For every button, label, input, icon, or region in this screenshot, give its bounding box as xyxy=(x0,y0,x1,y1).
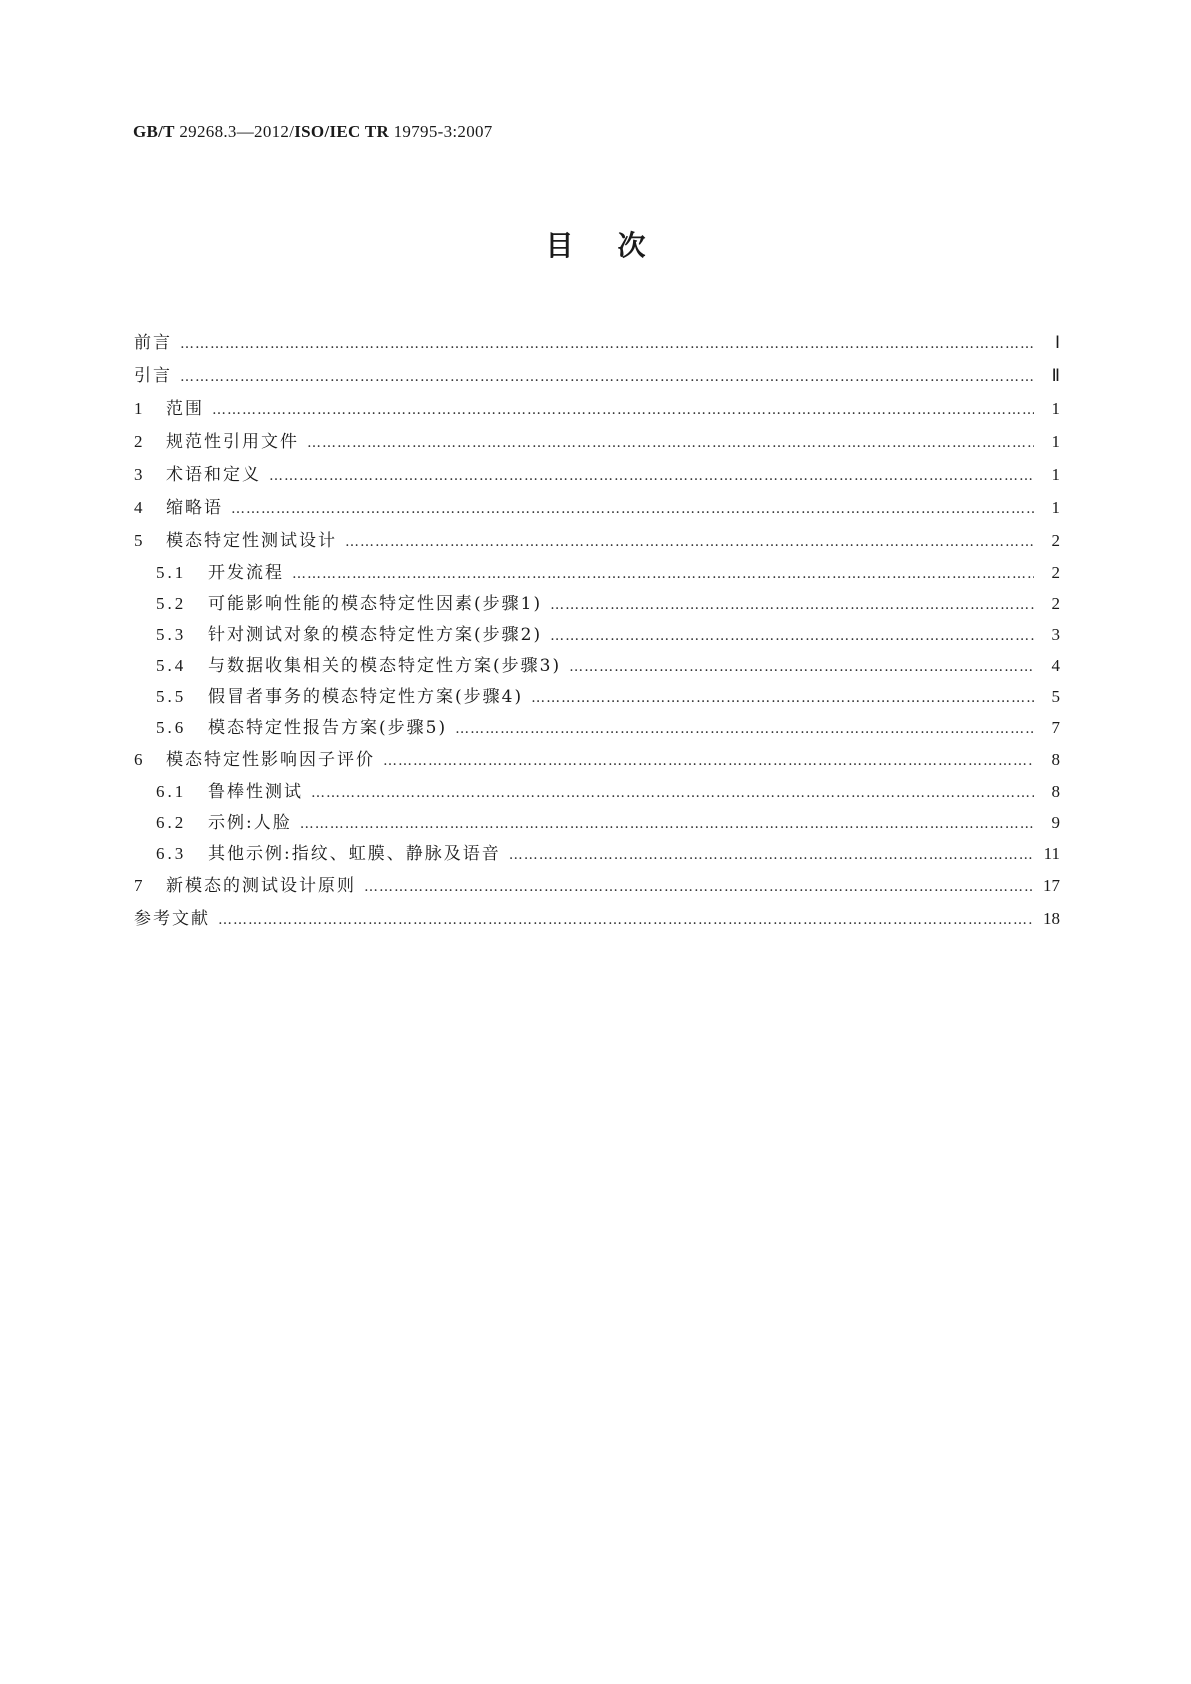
toc-entry-page: 18 xyxy=(1043,909,1060,928)
toc-entry-number: 1 xyxy=(134,399,144,418)
iso-code: 19795-3:2007 xyxy=(389,122,493,141)
toc-entry[interactable] xyxy=(134,869,1060,902)
standard-code: 29268.3—2012/ xyxy=(174,122,295,141)
toc-entry[interactable] xyxy=(134,776,1060,807)
toc-entry-page: 5 xyxy=(1051,687,1060,706)
toc-entry-page: 3 xyxy=(1051,625,1060,644)
toc-entry[interactable] xyxy=(134,557,1060,588)
toc-entry[interactable] xyxy=(134,838,1060,869)
toc-entry[interactable] xyxy=(134,326,1060,359)
toc-entry-number: 5 xyxy=(134,531,144,550)
toc-entry-number: 6.3 xyxy=(156,844,187,863)
toc-entry[interactable] xyxy=(134,619,1060,650)
toc-entry-label: 缩略语 xyxy=(166,498,223,518)
dot-leader xyxy=(550,621,1034,652)
toc-entry-page: 1 xyxy=(1051,498,1060,517)
toc-entry[interactable] xyxy=(134,491,1060,524)
dot-leader xyxy=(180,328,1034,361)
table-of-contents xyxy=(134,326,1060,935)
toc-entry-page: 8 xyxy=(1051,782,1060,801)
toc-entry[interactable] xyxy=(134,807,1060,838)
toc-entry-number: 3 xyxy=(134,465,144,484)
toc-entry-label: 假冒者事务的模态特定性方案(步骤4) xyxy=(208,687,524,707)
toc-entry-label: 其他示例:指纹、虹膜、静脉及语音 xyxy=(208,844,501,864)
toc-entry-number: 2 xyxy=(134,432,144,451)
toc-entry-number: 5.1 xyxy=(156,563,187,582)
toc-entry-page: 2 xyxy=(1051,563,1060,582)
dot-leader xyxy=(269,460,1034,493)
standard-prefix: GB/T xyxy=(133,122,175,141)
toc-entry-label: 范围 xyxy=(166,399,204,419)
toc-entry[interactable] xyxy=(134,392,1060,425)
toc-entry-page: Ⅱ xyxy=(1051,366,1060,385)
toc-entry-page: 4 xyxy=(1051,656,1060,675)
toc-entry[interactable] xyxy=(134,681,1060,712)
toc-entry[interactable] xyxy=(134,712,1060,743)
toc-entry-label: 参考文献 xyxy=(134,909,210,929)
toc-entry-number: 7 xyxy=(134,876,144,895)
toc-entry-label: 示例:人脸 xyxy=(208,813,292,833)
toc-entry-page: 17 xyxy=(1043,876,1060,895)
dot-leader xyxy=(292,559,1034,590)
toc-entry[interactable] xyxy=(134,588,1060,619)
toc-entry-label: 前言 xyxy=(134,333,172,353)
toc-entry-page: 7 xyxy=(1051,718,1060,737)
dot-leader xyxy=(364,871,1034,904)
toc-entry-page: 2 xyxy=(1051,594,1060,613)
toc-entry-label: 模态特定性报告方案(步骤5) xyxy=(208,718,448,738)
toc-entry[interactable] xyxy=(134,425,1060,458)
toc-entry-label: 规范性引用文件 xyxy=(166,432,299,452)
toc-entry-page: 8 xyxy=(1051,750,1060,769)
dot-leader xyxy=(345,526,1034,559)
toc-entry-label: 模态特定性影响因子评价 xyxy=(166,750,375,770)
toc-entry-number: 5.4 xyxy=(156,656,187,675)
toc-entry-page: 9 xyxy=(1051,813,1060,832)
toc-entry[interactable] xyxy=(134,650,1060,681)
toc-entry-label: 可能影响性能的模态特定性因素(步骤1) xyxy=(208,594,543,614)
toc-entry-number: 5.3 xyxy=(156,625,187,644)
toc-entry-label: 模态特定性测试设计 xyxy=(166,531,337,551)
toc-entry-number: 4 xyxy=(134,498,144,517)
dot-leader xyxy=(231,493,1034,526)
toc-entry-label: 术语和定义 xyxy=(166,465,261,485)
iso-prefix: ISO/IEC TR xyxy=(294,122,390,141)
dot-leader xyxy=(212,394,1034,427)
toc-entry[interactable] xyxy=(134,524,1060,557)
toc-entry-label: 引言 xyxy=(134,366,172,386)
dot-leader xyxy=(531,683,1034,714)
dot-leader xyxy=(218,904,1034,937)
dot-leader xyxy=(300,809,1034,840)
dot-leader xyxy=(569,652,1034,683)
toc-entry[interactable] xyxy=(134,458,1060,491)
toc-entry-number: 6 xyxy=(134,750,144,769)
dot-leader xyxy=(455,714,1034,745)
toc-entry-page: Ⅰ xyxy=(1054,333,1060,352)
toc-entry-number: 6.2 xyxy=(156,813,187,832)
toc-entry-number: 5.2 xyxy=(156,594,187,613)
dot-leader xyxy=(307,427,1034,460)
toc-entry[interactable] xyxy=(134,902,1060,935)
toc-entry-page: 1 xyxy=(1051,465,1060,484)
toc-entry[interactable] xyxy=(134,359,1060,392)
toc-entry-number: 5.6 xyxy=(156,718,187,737)
toc-entry-page: 1 xyxy=(1051,432,1060,451)
toc-entry-label: 开发流程 xyxy=(208,563,284,583)
page-title: 目次 xyxy=(545,229,690,262)
toc-entry-number: 5.5 xyxy=(156,687,187,706)
toc-entry-label: 针对测试对象的模态特定性方案(步骤2) xyxy=(208,625,543,645)
dot-leader xyxy=(311,778,1034,809)
dot-leader xyxy=(509,840,1034,871)
toc-entry-label: 与数据收集相关的模态特定性方案(步骤3) xyxy=(208,656,562,676)
dot-leader xyxy=(180,361,1034,394)
toc-entry[interactable] xyxy=(134,743,1060,776)
dot-leader xyxy=(550,590,1034,621)
dot-leader xyxy=(383,745,1034,778)
toc-entry-number: 6.1 xyxy=(156,782,187,801)
toc-entry-label: 鲁棒性测试 xyxy=(208,782,303,802)
document-header xyxy=(133,122,493,142)
toc-entry-page: 1 xyxy=(1051,399,1060,418)
toc-entry-label: 新模态的测试设计原则 xyxy=(166,876,356,896)
toc-entry-page: 2 xyxy=(1051,531,1060,550)
toc-entry-page: 11 xyxy=(1043,844,1060,863)
